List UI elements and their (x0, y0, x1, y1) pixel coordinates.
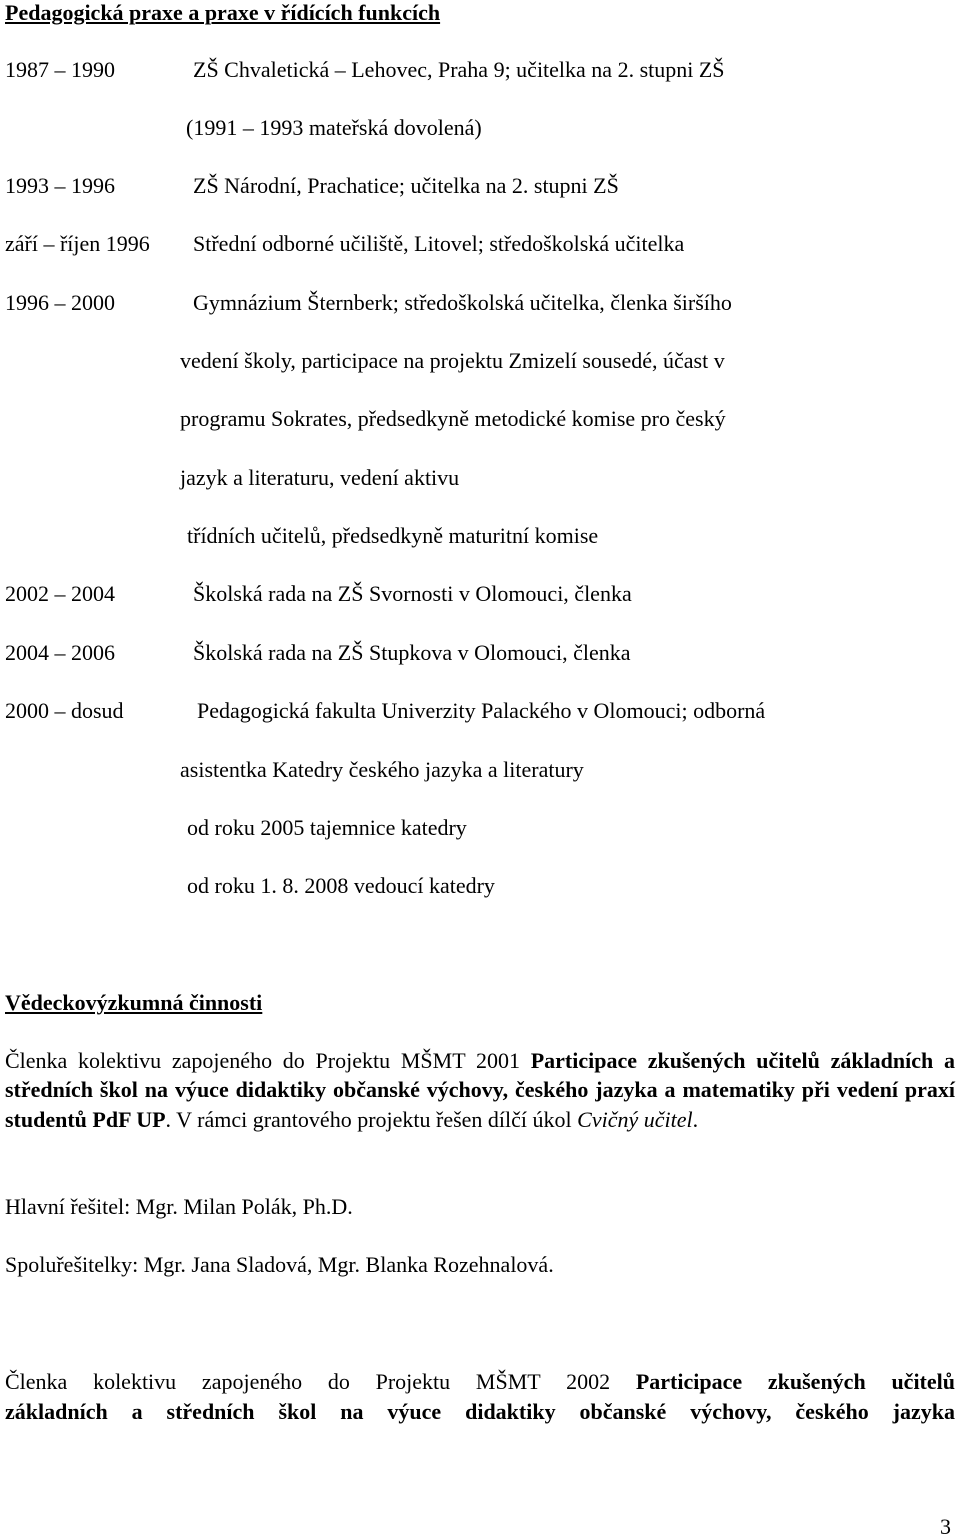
paragraph-lead: Členka kolektivu zapojeného do Projektu MŠMT 2002 (5, 1369, 636, 1394)
entry-line: Školská rada na ZŠ Svornosti v Olomouci, členka (193, 581, 632, 606)
entry-years: 2004 – 2006 (5, 640, 115, 665)
subtask-title: Cvičný učitel (577, 1106, 693, 1132)
section-heading-praxe: Pedagogická praxe a praxe v řídících funkcích (5, 0, 441, 25)
entry-line: ZŠ Chvaletická – Lehovec, Praha 9; učitelka na 2. stupni ZŠ (193, 57, 725, 82)
entry-line: ZŠ Národní, Prachatice; učitelka na 2. stupni ZŠ (193, 173, 619, 198)
page-number: 3 (940, 1514, 951, 1539)
entry-line: asistentka Katedry českého jazyka a literatury (180, 757, 584, 782)
paragraph-project-2002-line2: základních a středních škol na výuce didaktiky občanské výchovy, českého jazyka (5, 1399, 955, 1424)
entry-years: 1996 – 2000 (5, 290, 115, 315)
entry-line: Školská rada na ZŠ Stupkova v Olomouci, členka (193, 640, 631, 665)
project-title: Participace zkušených učitelů (635, 1369, 955, 1394)
entry-line: (1991 – 1993 mateřská dovolená) (186, 115, 482, 140)
paragraph-project-2002-line1 (5, 1369, 955, 1395)
paragraph-lead: Členka kolektivu zapojeného do Projektu MŠMT 2001 (5, 1048, 531, 1073)
co-investigators: Spoluřešitelky: Mgr. Jana Sladová, Mgr. Blanka Rozehnalová. (5, 1252, 554, 1277)
entry-years: září – říjen 1996 (5, 231, 150, 256)
entry-line: od roku 2005 tajemnice katedry (187, 815, 467, 840)
entry-line: Pedagogická fakulta Univerzity Palackého v Olomouci; odborná (197, 698, 766, 723)
entry-line: jazyk a literaturu, vedení aktivu (180, 465, 460, 490)
entry-years: 2002 – 2004 (5, 581, 115, 606)
entry-line: Střední odborné učiliště, Litovel; středoškolská učitelka (193, 231, 685, 256)
entry-years: 1993 – 1996 (5, 173, 115, 198)
section-heading-vyzkum: Vědeckovýzkumná činnosti (5, 990, 263, 1015)
entry-line: Gymnázium Šternberk; středoškolská učitelka, členka širšího (193, 290, 732, 315)
entry-line: vedení školy, participace na projektu Zmizelí sousedé, účast v (180, 348, 725, 373)
paragraph-mid: . V rámci grantového projektu řešen dílčí úkol (165, 1106, 578, 1132)
entry-line: od roku 1. 8. 2008 vedoucí katedry (187, 873, 495, 898)
entry-years: 1987 – 1990 (5, 57, 115, 82)
main-investigator: Hlavní řešitel: Mgr. Milan Polák, Ph.D. (5, 1194, 353, 1219)
paragraph-end: . (692, 1106, 699, 1132)
paragraph-project-2001 (5, 1046, 955, 1134)
entry-line: třídních učitelů, předsedkyně maturitní komise (187, 523, 599, 548)
project-title: Participace zkušených učitelů základních a středních škol na výuce didaktiky občanské výchovy, českého jazyka a matematiky při vedení praxí studentů PdF UP (5, 1048, 955, 1132)
entry-years: 2000 – dosud (5, 698, 124, 723)
entry-line: programu Sokrates, předsedkyně metodické komise pro český (180, 406, 726, 431)
